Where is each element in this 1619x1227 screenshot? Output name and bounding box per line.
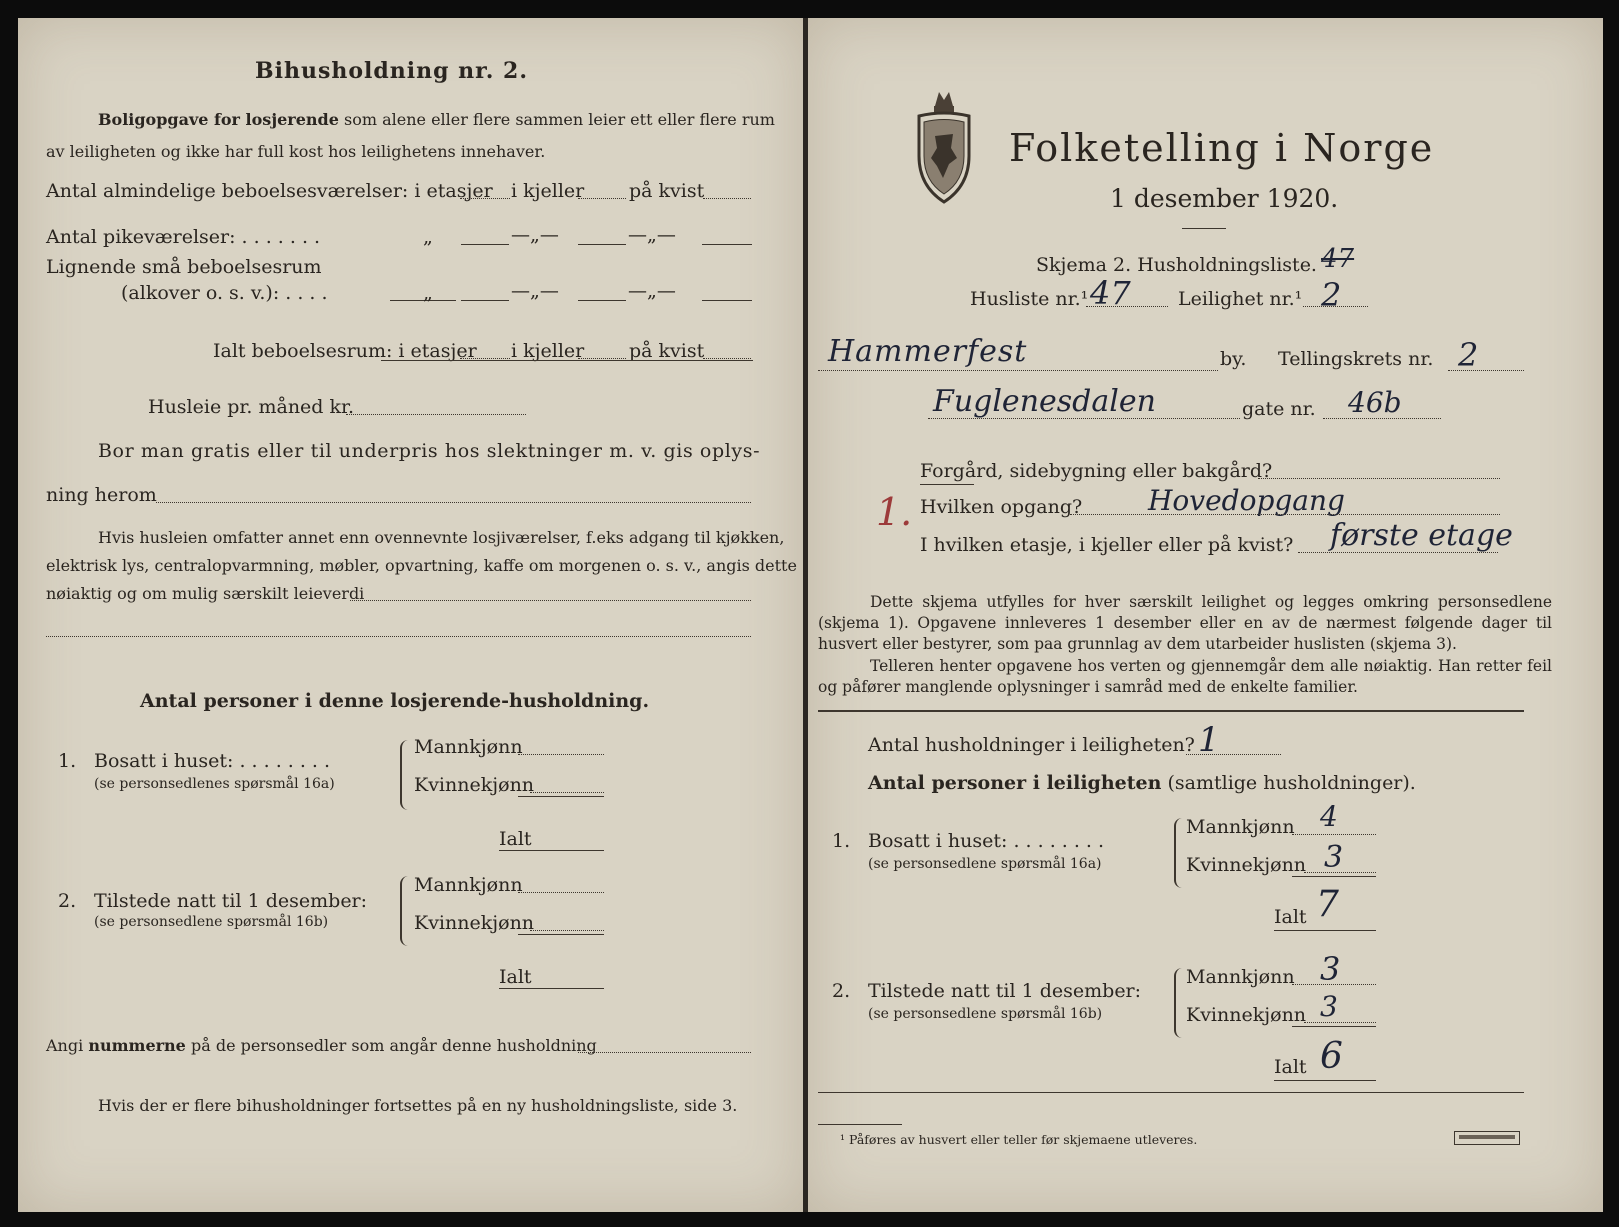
left-q1-ialt-label: Ialt [499,828,532,850]
right-q2-sum-rule [1292,1026,1376,1027]
right-q1-mann-label: Mannkjønn [1186,816,1295,838]
right-q2-mann-value[interactable]: 3 [1320,950,1341,988]
gate-nr-field [1323,418,1441,419]
left-q2-brace [400,876,410,946]
info-paragraph-2: Telleren henter opgavene hos verten og gjennemgår dem alle nøiaktig. Han retter feil og påfører manglende oplysninger i samråd med de enkelte familier. [818,657,1552,696]
antal-almindelige-label: Antal almindelige beboelsesværelser: i etasjer [46,180,493,202]
right-q1-label: Bosatt i huset: . . . . . . . . [868,830,1105,852]
tellingskrets-label: Tellingskrets nr. [1278,348,1434,370]
left-title: Bihusholdning nr. 2. [255,58,528,84]
skjema-hand-crossed: 47 [1321,244,1355,274]
right-q2-kvinne-field [1304,1022,1376,1023]
forgaard-field[interactable] [1258,478,1500,479]
ialt-kjeller-label: i kjeller [511,340,585,362]
right-q1-ialt-value[interactable]: 7 [1316,884,1339,925]
husleien-line-3: nøiaktig og om mulig særskilt leieverdi [46,584,365,603]
left-q1-kvinne-field[interactable] [530,792,604,793]
forgaard-label: Forgård, sidebygning eller bakgård? [920,460,1273,482]
leilighet-value[interactable]: 2 [1321,276,1342,314]
left-q1-ialt-field[interactable] [499,850,604,851]
alm-kjeller-label: i kjeller [511,180,585,202]
ialt-etasjer-field[interactable] [460,358,510,359]
angi-field[interactable] [578,1052,751,1053]
by-field [818,370,1218,371]
gate-field [928,418,1240,419]
right-q2-ialt-label: Ialt [1274,1056,1307,1078]
husliste-label: Husliste nr.¹ [970,288,1089,310]
opgang-value[interactable]: Hovedopgang [1148,484,1345,517]
coat-of-arms-icon [913,86,975,208]
husleien-line-2: elektrisk lys, centralopvarmning, møbler, opvartning, kaffe om morgenen o. s. v., angis dette [46,556,797,575]
leieverdi-field-2[interactable] [46,636,751,637]
right-q1-mann-field [1292,834,1376,835]
lignende-label-2: (alkover o. s. v.): . . . . [121,282,328,304]
right-personer-heading [868,772,1416,794]
husleien-line-1: Hvis husleien omfatter annet enn ovennevnte losjiværelser, f.eks adgang til kjøkken, [98,528,785,547]
ialt-beboelse-label: Ialt beboelsesrum: i etasjer [213,340,477,362]
right-q1-number: 1. [832,830,851,852]
right-q1-mann-value[interactable]: 4 [1320,800,1338,833]
intro-bold: Boligopgave for losjerende [98,110,339,129]
left-q1-sum-rule [518,796,604,797]
pike-kjeller-field[interactable] [578,244,626,245]
pikevaerelser-label: Antal pikeværelser: . . . . . . . [46,226,321,248]
bor-gratis-line-2: ning herom [46,484,157,506]
info-divider [818,710,1524,712]
right-q1-brace [1174,818,1184,888]
pike-etasjer-field[interactable] [461,244,509,245]
right-q1-kvinne-field [1304,872,1376,873]
right-date: 1 desember 1920. [1110,184,1339,213]
tellingskrets-value[interactable]: 2 [1458,336,1479,374]
husholdninger-field [1186,754,1281,755]
left-q2-kvinne-label: Kvinnekjønn [414,912,535,934]
right-q1-ialt-field [1274,930,1376,931]
right-q2-ialt-value[interactable]: 6 [1320,1036,1343,1077]
right-title: Folketelling i Norge [1009,126,1435,170]
lign-ditto-2: —„— [511,280,559,302]
forgaard-underline [920,484,974,485]
title-rule [1182,228,1226,229]
printer-stamp-icon [1454,1131,1520,1145]
left-q1-kvinne-label: Kvinnekjønn [414,774,535,796]
left-intro-line-2: av leiligheten og ikke har full kost hos leilighetens innehaver. [46,142,546,161]
bor-gratis-field[interactable] [156,502,751,503]
etasje-field [1298,552,1498,553]
angi-line [46,1036,597,1055]
left-q2-label: Tilstede natt til 1 desember: [94,890,368,912]
left-q1-number: 1. [58,750,77,772]
ialt-kvist-label: på kvist [629,340,705,362]
opgang-field [1070,514,1500,515]
red-mark: 1. [876,490,913,534]
left-intro-line-1 [98,110,775,129]
ialt-underline [381,360,753,361]
left-q2-sum-rule [518,934,604,935]
husleie-label: Husleie pr. måned kr. [148,396,355,418]
opgang-label: Hvilken opgang? [920,496,1083,518]
personer-heading-rest: (samtlige husholdninger). [1167,772,1416,794]
pike-ditto-1: „ [423,226,433,248]
right-q1-kvinne-label: Kvinnekjønn [1186,854,1307,876]
right-q1-ialt-label: Ialt [1274,906,1307,928]
angi-text-2: på de personsedler som angår denne husholdning [190,1036,597,1055]
alm-kvist-field[interactable] [703,198,751,199]
left-q1-sub: (se personsedlenes spørsmål 16a) [94,776,335,792]
ialt-kjeller-field[interactable] [578,358,626,359]
angi-text-1: Angi [46,1036,84,1055]
footnote-rule [818,1124,902,1125]
left-q2-sub: (se personsedlene spørsmål 16b) [94,914,329,930]
tellingskrets-field [1448,370,1524,371]
left-q2-kvinne-field[interactable] [530,930,604,931]
etasje-value[interactable]: første etage [1330,518,1513,553]
right-q2-label: Tilstede natt til 1 desember: [868,980,1142,1002]
left-q2-ialt-label: Ialt [499,966,532,988]
skjema-label: Skjema 2. Husholdningsliste. [1036,254,1317,276]
lign-ditto-1: „ [423,282,433,304]
right-q2-sub: (se personsedlene spørsmål 16b) [868,1006,1103,1022]
angi-bold: nummerne [88,1036,186,1055]
left-personer-heading: Antal personer i denne losjerende-husholdning. [140,690,650,712]
right-q2-mann-label: Mannkjønn [1186,966,1295,988]
alm-etasjer-field[interactable] [460,198,510,199]
left-q2-number: 2. [58,890,77,912]
bor-gratis-line-1: Bor man gratis eller til underpris hos slektninger m. v. gis oplys- [98,440,761,462]
personer-heading-bold: Antal personer i leiligheten [868,772,1162,794]
by-label: by. [1220,348,1247,370]
left-q1-brace [400,740,410,810]
husliste-field [1086,306,1168,307]
etasje-label: I hvilken etasje, i kjeller eller på kvist? [920,534,1294,556]
left-q2-mann-field[interactable] [518,892,604,893]
alm-kvist-label: på kvist [629,180,705,202]
bottom-divider [818,1092,1524,1093]
pike-ditto-3: —„— [628,224,676,246]
right-q1-sum-rule [1292,876,1376,877]
leilighet-label: Leilighet nr.¹ [1178,288,1303,310]
lign-kvist-field[interactable] [702,300,752,301]
right-q2-brace [1174,968,1184,1038]
lignende-label-1: Lignende små beboelsesrum [46,256,322,278]
intro-rest-1: som alene eller flere sammen leier ett eller flere rum [343,110,775,129]
husholdninger-label: Antal husholdninger i leiligheten? [868,734,1195,756]
lign-etasjer-field[interactable] [461,300,509,301]
gate-value[interactable]: Fuglenesdalen [933,384,1156,419]
gate-label: gate nr. [1242,398,1316,420]
left-q2-mann-label: Mannkjønn [414,874,523,896]
right-q2-mann-field [1292,984,1376,985]
right-q1-sub: (se personsedlene spørsmål 16a) [868,856,1102,872]
right-page [808,18,1603,1212]
lign-kjeller-field[interactable] [578,300,626,301]
right-q1-kvinne-value[interactable]: 3 [1324,840,1344,875]
left-q1-label: Bosatt i huset: . . . . . . . . [94,750,331,772]
left-q2-ialt-field[interactable] [499,988,604,989]
husholdninger-value[interactable]: 1 [1198,720,1220,760]
lign-ditto-3: —„— [628,280,676,302]
right-q2-ialt-field [1274,1080,1376,1081]
info-paragraph-1: Dette skjema utfylles for hver særskilt leilighet og legges omkring personsedlene (skjema 1). Opgavene innleveres 1 desember eller en av de nærmest følgende dager til husvert eller bestyrer, som paa grunnlag av dem utarbeider huslisten (skjema 3). [818,593,1552,653]
left-q1-mann-label: Mannkjønn [414,736,523,758]
right-q2-kvinne-value[interactable]: 3 [1320,990,1338,1023]
by-value[interactable]: Hammerfest [828,334,1028,369]
husleie-field[interactable] [346,414,526,415]
left-page [18,18,803,1212]
right-q2-number: 2. [832,980,851,1002]
leilighet-field [1303,306,1368,307]
gate-nr-value[interactable]: 46b [1348,386,1402,419]
husliste-value[interactable]: 47 [1090,274,1131,312]
alm-kjeller-field[interactable] [578,198,626,199]
pike-kvist-field[interactable] [702,244,752,245]
left-footer: Hvis der er flere bihusholdninger fortsettes på en ny husholdningsliste, side 3. [98,1096,738,1115]
pike-ditto-2: —„— [511,224,559,246]
right-q2-kvinne-label: Kvinnekjønn [1186,1004,1307,1026]
left-q1-mann-field[interactable] [518,754,604,755]
ialt-kvist-field[interactable] [703,358,751,359]
footnote: ¹ Påføres av husvert eller teller før skjemaene utleveres. [840,1132,1198,1147]
leieverdi-field[interactable] [350,600,751,601]
